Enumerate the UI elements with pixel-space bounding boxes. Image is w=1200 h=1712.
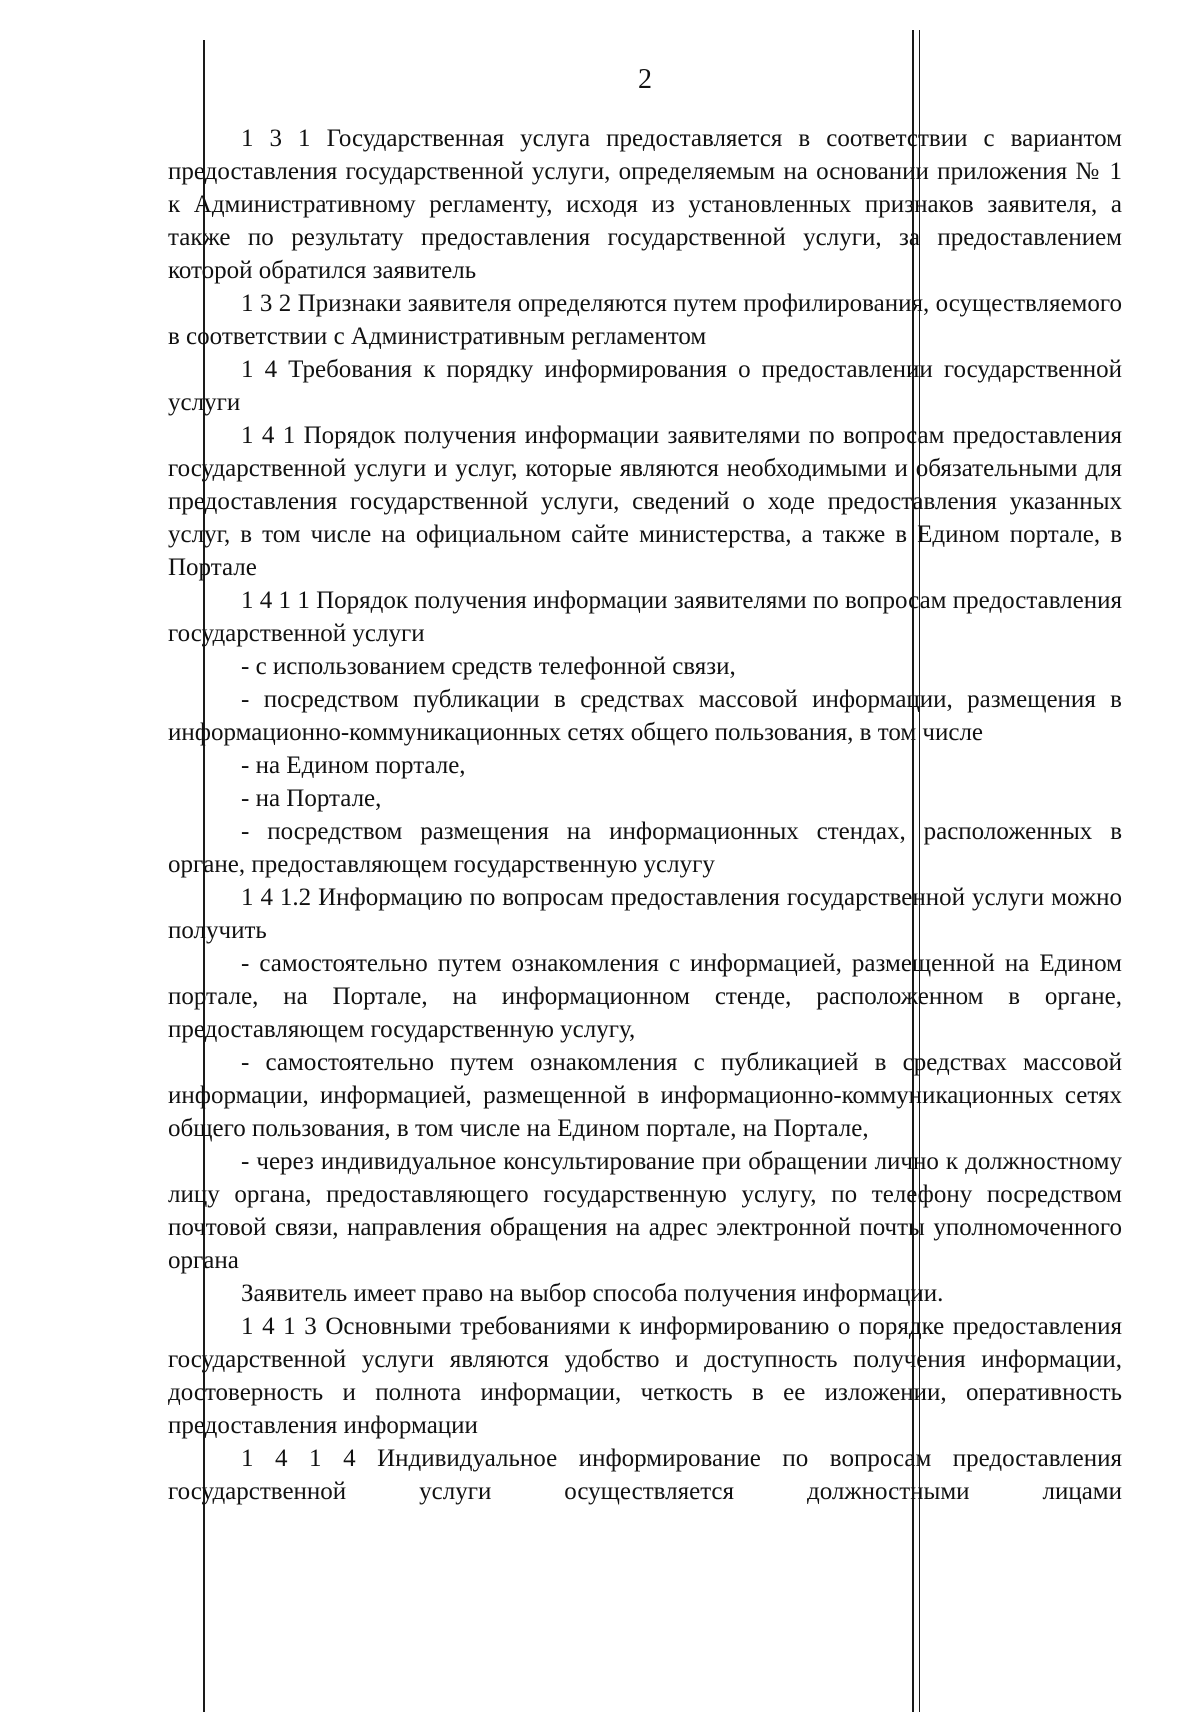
list-item-unified-portal: - на Едином портале, <box>241 752 466 779</box>
list-item-consulting: - через индивидуальное консультирование при обращении лично к должностному лицу органа, предоставляющего государственную услугу, по телефону посредством почтовой связи, направления обращения на адрес электронной почты уполномоченного органа <box>168 1148 1122 1274</box>
paragraph-1-4: 1 4 Требования к порядку информирования о предоставлении государственной услуги <box>168 356 1122 416</box>
paragraph-1-4-1: 1 4 1 Порядок получения информации заявителями по вопросам предоставления государственной услуги и услуг, которые являются необходимыми и обязательными для предоставления государственной услуги, сведений о ходе предоставления указанных услуг, в том числе на официальном сайте министерства, а также в Едином портале, в Портале <box>168 422 1122 581</box>
list-item-media: - посредством публикации в средствах массовой информации, размещения в информационно-коммуникационных сетях общего пользования, в том числе <box>168 686 1122 746</box>
list-item-portal: - на Портале, <box>241 785 382 812</box>
list-item-phone: - с использованием средств телефонной связи, <box>241 653 736 680</box>
list-item-stands: - посредством размещения на информационных стендах, расположенных в органе, предоставляющем государственную услугу <box>168 818 1122 878</box>
paragraph-1-4-1-4: 1 4 1 4 Индивидуальное информирование по вопросам предоставления государственной услуги осуществляется должностными лицами <box>168 1445 1122 1505</box>
paragraph-1-3-2: 1 3 2 Признаки заявителя определяются путем профилирования, осуществляемого в соответствии с Административным регламентом <box>168 290 1122 350</box>
paragraph-1-4-1-2: 1 4 1.2 Информацию по вопросам предоставления государственной услуги можно получить <box>168 884 1122 944</box>
paragraph-1-4-1-3: 1 4 1 3 Основными требованиями к информированию о порядке предоставления государственной услуги являются удобство и доступность получения информации, достоверность и полнота информации, четкость в ее изложении, оперативность предоставления информации <box>168 1313 1122 1439</box>
paragraph-1-4-1-1: 1 4 1 1 Порядок получения информации заявителями по вопросам предоставления государственной услуги <box>168 587 1122 647</box>
list-item-self-publication: - самостоятельно путем ознакомления с публикацией в средствах массовой информации, информацией, размещенной в информационно-коммуникационных сетях общего пользования, в том числе на Едином портале, на Портале, <box>168 1049 1122 1142</box>
page-number: 2 <box>638 64 652 95</box>
paragraph-1-3-1: 1 3 1 Государственная услуга предоставляется в соответствии с вариантом предоставления государственной услуги, определяемым на основании приложения № 1 к Административному регламенту, исходя из установленных признаков заявителя, а также по результату предоставления государственной услуги, за предоставлением которой обратился заявитель <box>168 125 1122 284</box>
document-body <box>168 122 1122 1508</box>
list-item-self-info: - самостоятельно путем ознакомления с информацией, размещенной на Едином портале, на Портале, на информационном стенде, расположенном в органе, предоставляющем государственную услугу, <box>168 950 1122 1043</box>
paragraph-applicant-right: Заявитель имеет право на выбор способа получения информации. <box>241 1280 944 1307</box>
